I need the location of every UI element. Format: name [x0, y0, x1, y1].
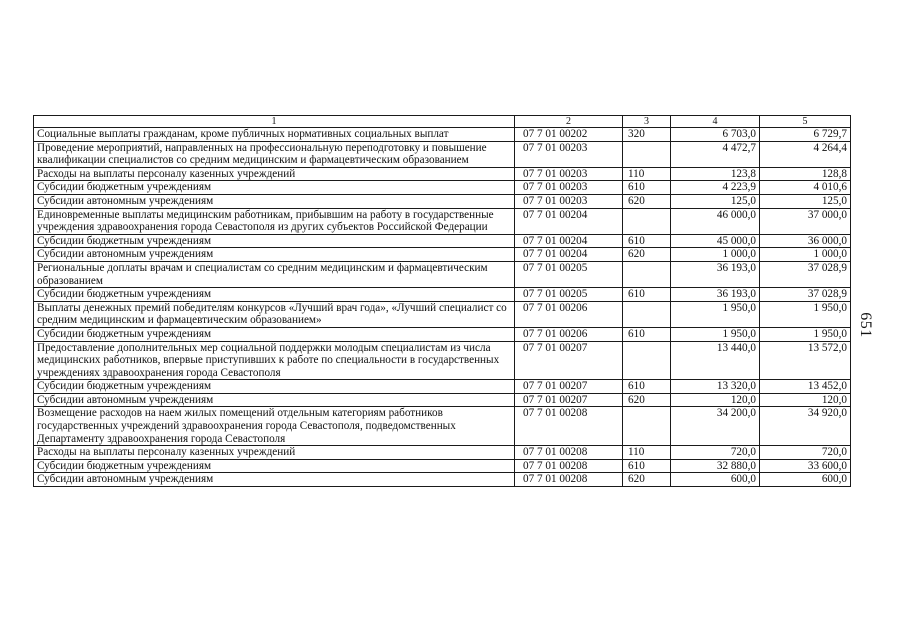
amount-year2-cell: 37 000,0: [760, 208, 851, 234]
amount-year1-cell: 1 950,0: [671, 327, 760, 341]
target-code-cell: 07 7 01 00208: [515, 446, 623, 460]
expense-type-cell: 610: [623, 327, 671, 341]
expense-name-cell: Субсидии бюджетным учреждениям: [34, 181, 515, 195]
expense-name-cell: Субсидии бюджетным учреждениям: [34, 327, 515, 341]
table-row: [34, 234, 851, 248]
target-code-cell: 07 7 01 00207: [515, 341, 623, 380]
expense-type-cell: 620: [623, 194, 671, 208]
expense-name-cell: Расходы на выплаты персоналу казенных учреждений: [34, 446, 515, 460]
amount-year1-cell: 36 193,0: [671, 261, 760, 287]
expense-name-cell: Субсидии автономным учреждениям: [34, 473, 515, 487]
amount-year1-cell: 1 950,0: [671, 301, 760, 327]
expense-name-cell: Субсидии автономным учреждениям: [34, 194, 515, 208]
expense-type-cell: 110: [623, 446, 671, 460]
amount-year1-cell: 45 000,0: [671, 234, 760, 248]
amount-year1-cell: 4 223,9: [671, 181, 760, 195]
table-row: [34, 128, 851, 142]
table-row: [34, 393, 851, 407]
table-row: [34, 473, 851, 487]
amount-year2-cell: 37 028,9: [760, 288, 851, 302]
expense-type-cell: [623, 261, 671, 287]
column-header: 1: [34, 116, 515, 128]
amount-year2-cell: 34 920,0: [760, 407, 851, 446]
expense-type-cell: [623, 301, 671, 327]
target-code-cell: 07 7 01 00204: [515, 248, 623, 262]
target-code-cell: 07 7 01 00204: [515, 208, 623, 234]
amount-year1-cell: 600,0: [671, 473, 760, 487]
expense-type-cell: 610: [623, 380, 671, 394]
table-row: [34, 341, 851, 380]
expense-name-cell: Предоставление дополнительных мер социальной поддержки молодым специалистам из числа медицинских работников, впервые приступивших к работе по специальности в государственных учреждениях здравоохранения города Севастополя: [34, 341, 515, 380]
target-code-cell: 07 7 01 00208: [515, 473, 623, 487]
amount-year2-cell: 37 028,9: [760, 261, 851, 287]
expense-type-cell: [623, 341, 671, 380]
expense-name-cell: Выплаты денежных премий победителям конкурсов «Лучший врач года», «Лучший специалист со средним медицинским и фармацевтическим образованием»: [34, 301, 515, 327]
target-code-cell: 07 7 01 00203: [515, 181, 623, 195]
amount-year2-cell: 13 572,0: [760, 341, 851, 380]
amount-year1-cell: 13 320,0: [671, 380, 760, 394]
target-code-cell: 07 7 01 00206: [515, 327, 623, 341]
target-code-cell: 07 7 01 00202: [515, 128, 623, 142]
table-header-row: [34, 116, 851, 128]
expense-name-cell: Субсидии автономным учреждениям: [34, 393, 515, 407]
expense-type-cell: 610: [623, 181, 671, 195]
amount-year2-cell: 36 000,0: [760, 234, 851, 248]
expense-name-cell: Региональные доплаты врачам и специалистам со средним медицинским и фармацевтическим образованием: [34, 261, 515, 287]
target-code-cell: 07 7 01 00206: [515, 301, 623, 327]
amount-year1-cell: 123,8: [671, 167, 760, 181]
amount-year1-cell: 6 703,0: [671, 128, 760, 142]
expense-type-cell: [623, 208, 671, 234]
expense-type-cell: 610: [623, 234, 671, 248]
table-row: [34, 407, 851, 446]
amount-year2-cell: 600,0: [760, 473, 851, 487]
expense-type-cell: 610: [623, 288, 671, 302]
expense-name-cell: Социальные выплаты гражданам, кроме публичных нормативных социальных выплат: [34, 128, 515, 142]
budget-table: [33, 115, 851, 487]
amount-year2-cell: 13 452,0: [760, 380, 851, 394]
table-row: [34, 446, 851, 460]
amount-year2-cell: 125,0: [760, 194, 851, 208]
target-code-cell: 07 7 01 00203: [515, 167, 623, 181]
expense-type-cell: 620: [623, 393, 671, 407]
table-row: [34, 167, 851, 181]
amount-year1-cell: 720,0: [671, 446, 760, 460]
amount-year1-cell: 1 000,0: [671, 248, 760, 262]
expense-name-cell: Возмещение расходов на наем жилых помещений отдельным категориям работников государственных учреждений здравоохранения города Севастополя, подведомственных Департаменту здравоохранения города Севастополя: [34, 407, 515, 446]
amount-year2-cell: 1 950,0: [760, 327, 851, 341]
table-row: [34, 194, 851, 208]
target-code-cell: 07 7 01 00208: [515, 407, 623, 446]
target-code-cell: 07 7 01 00204: [515, 234, 623, 248]
expense-name-cell: Проведение мероприятий, направленных на профессиональную переподготовку и повышение квалификации специалистов со средним медицинским и фармацевтическим образованием: [34, 141, 515, 167]
expense-type-cell: 320: [623, 128, 671, 142]
expense-type-cell: [623, 407, 671, 446]
amount-year2-cell: 33 600,0: [760, 459, 851, 473]
amount-year2-cell: 720,0: [760, 446, 851, 460]
table-row: [34, 459, 851, 473]
amount-year1-cell: 32 880,0: [671, 459, 760, 473]
column-header: 5: [760, 116, 851, 128]
amount-year1-cell: 46 000,0: [671, 208, 760, 234]
target-code-cell: 07 7 01 00203: [515, 194, 623, 208]
expense-type-cell: 610: [623, 459, 671, 473]
table-row: [34, 208, 851, 234]
expense-name-cell: Единовременные выплаты медицинским работникам, прибывшим на работу в государственные учреждения здравоохранения города Севастополя из других субъектов Российской Федерации: [34, 208, 515, 234]
amount-year2-cell: 1 950,0: [760, 301, 851, 327]
amount-year1-cell: 120,0: [671, 393, 760, 407]
amount-year1-cell: 34 200,0: [671, 407, 760, 446]
amount-year2-cell: 4 010,6: [760, 181, 851, 195]
column-header: 2: [515, 116, 623, 128]
table-row: [34, 181, 851, 195]
target-code-cell: 07 7 01 00207: [515, 380, 623, 394]
expense-name-cell: Расходы на выплаты персоналу казенных учреждений: [34, 167, 515, 181]
expense-name-cell: Субсидии бюджетным учреждениям: [34, 234, 515, 248]
table-row: [34, 380, 851, 394]
amount-year1-cell: 13 440,0: [671, 341, 760, 380]
target-code-cell: 07 7 01 00205: [515, 288, 623, 302]
expense-type-cell: 620: [623, 248, 671, 262]
amount-year2-cell: 120,0: [760, 393, 851, 407]
amount-year2-cell: 4 264,4: [760, 141, 851, 167]
column-header: 3: [623, 116, 671, 128]
amount-year1-cell: 4 472,7: [671, 141, 760, 167]
column-header: 4: [671, 116, 760, 128]
target-code-cell: 07 7 01 00207: [515, 393, 623, 407]
amount-year2-cell: 6 729,7: [760, 128, 851, 142]
expense-name-cell: Субсидии бюджетным учреждениям: [34, 380, 515, 394]
table-row: [34, 141, 851, 167]
table-row: [34, 327, 851, 341]
amount-year2-cell: 1 000,0: [760, 248, 851, 262]
table-row: [34, 288, 851, 302]
table-row: [34, 301, 851, 327]
expense-type-cell: [623, 141, 671, 167]
expense-name-cell: Субсидии бюджетным учреждениям: [34, 288, 515, 302]
expense-type-cell: 110: [623, 167, 671, 181]
table-row: [34, 248, 851, 262]
target-code-cell: 07 7 01 00208: [515, 459, 623, 473]
amount-year1-cell: 125,0: [671, 194, 760, 208]
page-number: 651: [856, 312, 874, 338]
expense-type-cell: 620: [623, 473, 671, 487]
expense-name-cell: Субсидии автономным учреждениям: [34, 248, 515, 262]
expense-name-cell: Субсидии бюджетным учреждениям: [34, 459, 515, 473]
target-code-cell: 07 7 01 00205: [515, 261, 623, 287]
amount-year1-cell: 36 193,0: [671, 288, 760, 302]
table-row: [34, 261, 851, 287]
amount-year2-cell: 128,8: [760, 167, 851, 181]
target-code-cell: 07 7 01 00203: [515, 141, 623, 167]
